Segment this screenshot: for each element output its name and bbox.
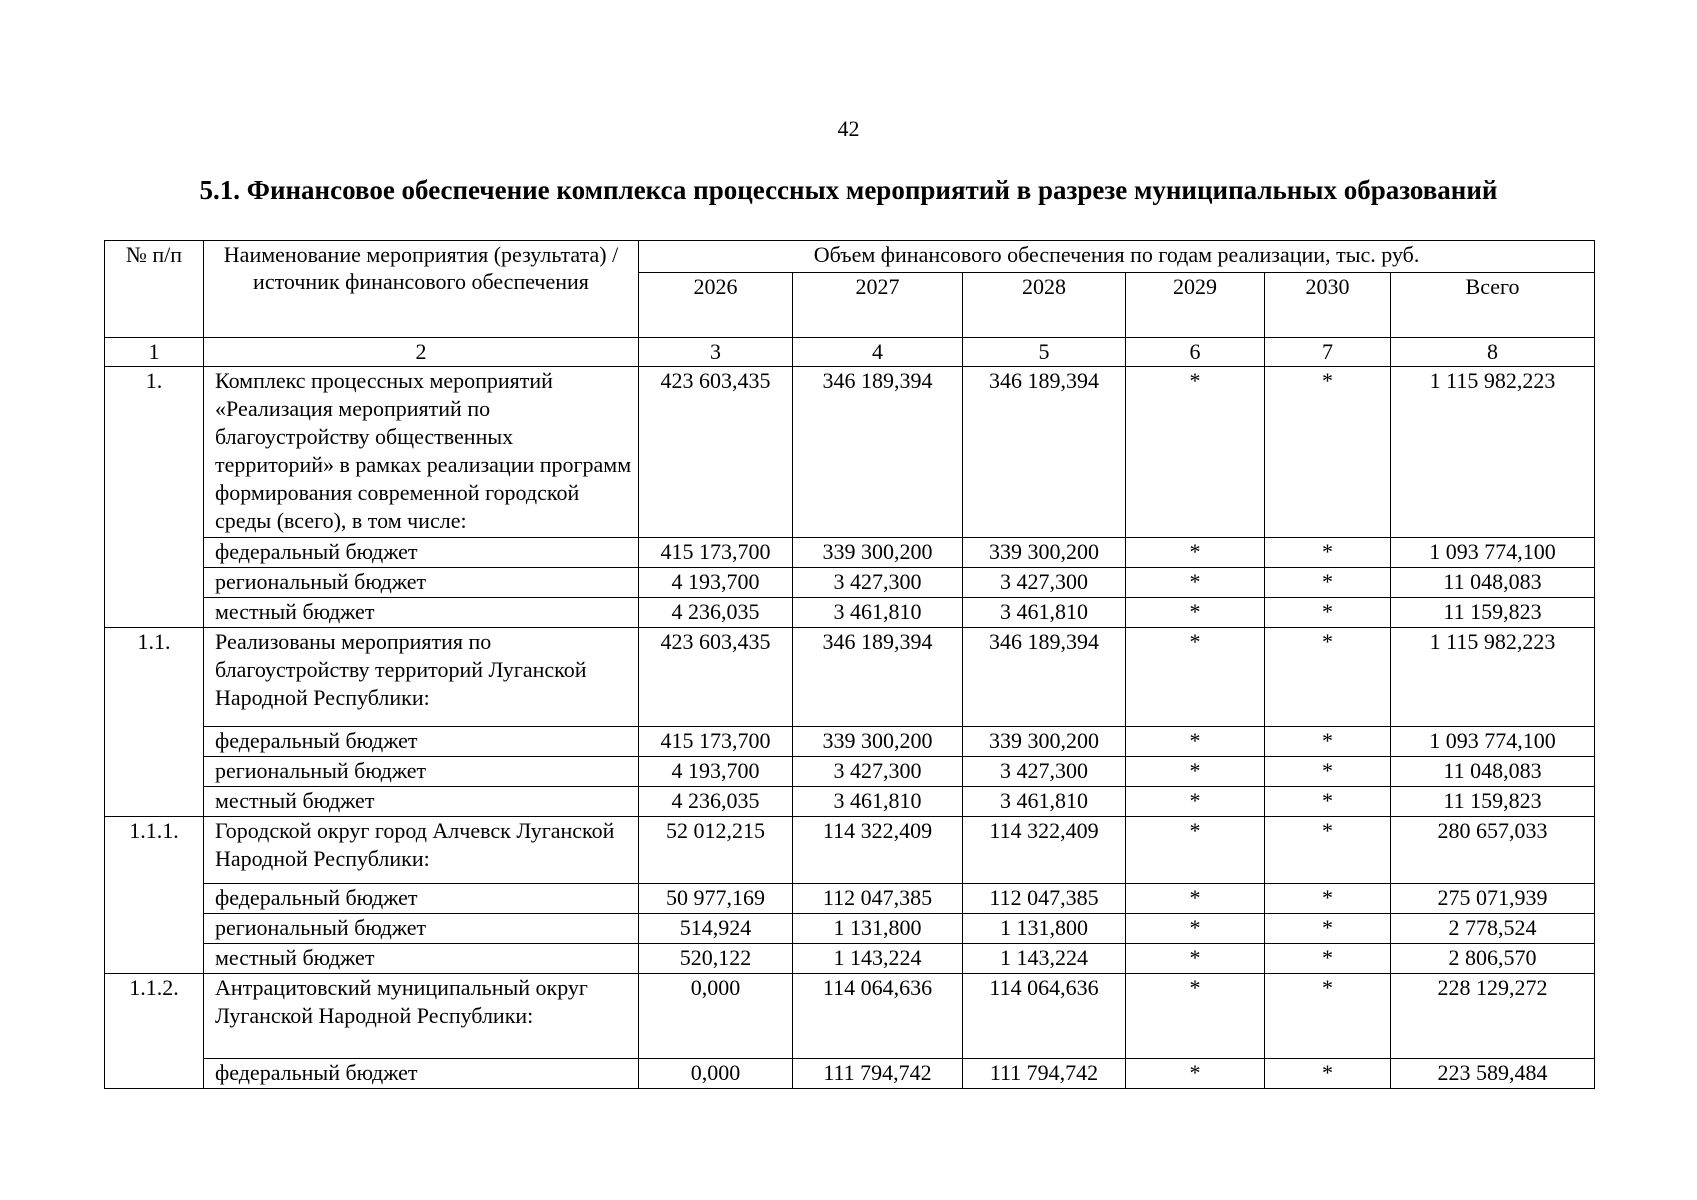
row-year-value: 0,000 (639, 1059, 793, 1089)
row-name: местный бюджет (204, 787, 639, 817)
financing-table (104, 240, 1595, 1089)
row-year-value: * (1126, 628, 1265, 727)
table-row (105, 974, 1595, 1059)
row-total-value: 2 778,524 (1391, 914, 1595, 944)
row-total-value: 1 093 774,100 (1391, 727, 1595, 757)
row-year-value: 1 131,800 (963, 914, 1126, 944)
row-year-value: 346 189,394 (793, 367, 963, 538)
row-year-value: 4 236,035 (639, 787, 793, 817)
row-year-value: * (1265, 884, 1391, 914)
table-header-row (105, 241, 1595, 273)
row-total-value: 223 589,484 (1391, 1059, 1595, 1089)
table-row (105, 914, 1595, 944)
row-year-value: 112 047,385 (793, 884, 963, 914)
row-number: 1.1. (105, 628, 204, 817)
table-row (105, 757, 1595, 787)
table-row (105, 817, 1595, 884)
page-number: 42 (837, 116, 860, 141)
row-year-value: 423 603,435 (639, 628, 793, 727)
header-name: Наименование мероприятия (результата) / источник финансового обеспечения (204, 241, 639, 338)
column-number: 8 (1391, 338, 1595, 367)
column-number: 4 (793, 338, 963, 367)
row-year-value: 415 173,700 (639, 538, 793, 568)
row-year-value: 50 977,169 (639, 884, 793, 914)
row-total-value: 11 159,823 (1391, 598, 1595, 628)
row-year-value: 111 794,742 (793, 1059, 963, 1089)
header-year: 2028 (963, 273, 1126, 338)
row-year-value: 1 131,800 (793, 914, 963, 944)
row-year-value: 3 427,300 (793, 757, 963, 787)
row-number: 1. (105, 367, 204, 628)
row-year-value: 111 794,742 (963, 1059, 1126, 1089)
header-num: № п/п (105, 241, 204, 338)
column-number: 1 (105, 338, 204, 367)
row-year-value: 112 047,385 (963, 884, 1126, 914)
table-row (105, 538, 1595, 568)
row-year-value: 114 064,636 (793, 974, 963, 1059)
row-name: региональный бюджет (204, 568, 639, 598)
row-year-value: 339 300,200 (793, 538, 963, 568)
row-name: федеральный бюджет (204, 538, 639, 568)
row-year-value: 52 012,215 (639, 817, 793, 884)
row-year-value: 4 193,700 (639, 757, 793, 787)
row-year-value: * (1265, 944, 1391, 974)
row-year-value: 3 461,810 (793, 598, 963, 628)
row-year-value: 3 461,810 (793, 787, 963, 817)
row-year-value: * (1126, 944, 1265, 974)
column-number: 6 (1126, 338, 1265, 367)
row-total-value: 2 806,570 (1391, 944, 1595, 974)
row-name: региональный бюджет (204, 914, 639, 944)
table-row (105, 568, 1595, 598)
row-year-value: * (1265, 1059, 1391, 1089)
row-year-value: * (1126, 568, 1265, 598)
row-total-value: 11 048,083 (1391, 568, 1595, 598)
row-year-value: 114 064,636 (963, 974, 1126, 1059)
column-number: 3 (639, 338, 793, 367)
row-total-value: 1 115 982,223 (1391, 628, 1595, 727)
row-year-value: * (1265, 598, 1391, 628)
table-row (105, 367, 1595, 538)
row-total-value: 275 071,939 (1391, 884, 1595, 914)
row-number: 1.1.2. (105, 974, 204, 1089)
row-name: местный бюджет (204, 598, 639, 628)
row-year-value: * (1265, 787, 1391, 817)
row-year-value: * (1265, 568, 1391, 598)
row-year-value: 339 300,200 (793, 727, 963, 757)
row-year-value: * (1126, 817, 1265, 884)
row-year-value: 346 189,394 (793, 628, 963, 727)
row-year-value: 339 300,200 (963, 538, 1126, 568)
row-year-value: 3 427,300 (963, 757, 1126, 787)
table-row (105, 727, 1595, 757)
column-number: 5 (963, 338, 1126, 367)
row-year-value: * (1126, 538, 1265, 568)
row-year-value: * (1126, 367, 1265, 538)
row-name: Комплекс процессных мероприятий «Реализация мероприятий по благоустройству общественных территорий» в рамках реализации программ формирования современной городской среды (всего), в том числе: (204, 367, 639, 538)
header-total: Всего (1391, 273, 1595, 338)
row-total-value: 1 115 982,223 (1391, 367, 1595, 538)
row-year-value: * (1126, 757, 1265, 787)
row-name: Реализованы мероприятия по благоустройству территорий Луганской Народной Республики: (204, 628, 639, 727)
row-name: региональный бюджет (204, 757, 639, 787)
row-year-value: * (1265, 367, 1391, 538)
row-name: федеральный бюджет (204, 884, 639, 914)
row-year-value: * (1126, 974, 1265, 1059)
column-numbers-row (105, 338, 1595, 367)
row-year-value: * (1265, 628, 1391, 727)
row-year-value: * (1126, 1059, 1265, 1089)
row-year-value: * (1126, 884, 1265, 914)
row-total-value: 11 048,083 (1391, 757, 1595, 787)
row-name: федеральный бюджет (204, 1059, 639, 1089)
row-year-value: 514,924 (639, 914, 793, 944)
header-year: 2027 (793, 273, 963, 338)
row-year-value: * (1126, 787, 1265, 817)
table-row (105, 944, 1595, 974)
row-year-value: 520,122 (639, 944, 793, 974)
header-year: 2029 (1126, 273, 1265, 338)
header-volume: Объем финансового обеспечения по годам реализации, тыс. руб. (639, 241, 1595, 273)
row-year-value: 415 173,700 (639, 727, 793, 757)
row-year-value: * (1265, 914, 1391, 944)
row-year-value: 423 603,435 (639, 367, 793, 538)
row-year-value: 1 143,224 (963, 944, 1126, 974)
row-year-value: * (1265, 974, 1391, 1059)
row-year-value: 3 427,300 (963, 568, 1126, 598)
row-year-value: 3 461,810 (963, 598, 1126, 628)
row-year-value: * (1126, 598, 1265, 628)
row-name: федеральный бюджет (204, 727, 639, 757)
row-year-value: 114 322,409 (963, 817, 1126, 884)
row-year-value: * (1126, 914, 1265, 944)
row-number: 1.1.1. (105, 817, 204, 974)
row-year-value: * (1265, 817, 1391, 884)
row-year-value: 346 189,394 (963, 628, 1126, 727)
row-name: Антрацитовский муниципальный округ Луганской Народной Республики: (204, 974, 639, 1059)
row-year-value: 114 322,409 (793, 817, 963, 884)
table-row (105, 884, 1595, 914)
table-row (105, 787, 1595, 817)
row-year-value: * (1265, 538, 1391, 568)
row-year-value: 1 143,224 (793, 944, 963, 974)
row-total-value: 1 093 774,100 (1391, 538, 1595, 568)
row-year-value: 4 193,700 (639, 568, 793, 598)
column-number: 2 (204, 338, 639, 367)
row-name: Городской округ город Алчевск Луганской Народной Республики: (204, 817, 639, 884)
row-year-value: * (1265, 757, 1391, 787)
row-year-value: 339 300,200 (963, 727, 1126, 757)
header-year: 2026 (639, 273, 793, 338)
row-year-value: 3 461,810 (963, 787, 1126, 817)
row-total-value: 11 159,823 (1391, 787, 1595, 817)
row-year-value: 346 189,394 (963, 367, 1126, 538)
row-year-value: 3 427,300 (793, 568, 963, 598)
row-total-value: 280 657,033 (1391, 817, 1595, 884)
row-year-value: * (1265, 727, 1391, 757)
table-row (105, 628, 1595, 727)
row-year-value: 0,000 (639, 974, 793, 1059)
row-year-value: 4 236,035 (639, 598, 793, 628)
page-title: 5.1. Финансовое обеспечение комплекса процессных мероприятий в разрезе муниципальных образований (199, 175, 1498, 205)
table-row (105, 1059, 1595, 1089)
column-number: 7 (1265, 338, 1391, 367)
row-total-value: 228 129,272 (1391, 974, 1595, 1059)
header-year: 2030 (1265, 273, 1391, 338)
table-row (105, 598, 1595, 628)
row-year-value: * (1126, 727, 1265, 757)
row-name: местный бюджет (204, 944, 639, 974)
